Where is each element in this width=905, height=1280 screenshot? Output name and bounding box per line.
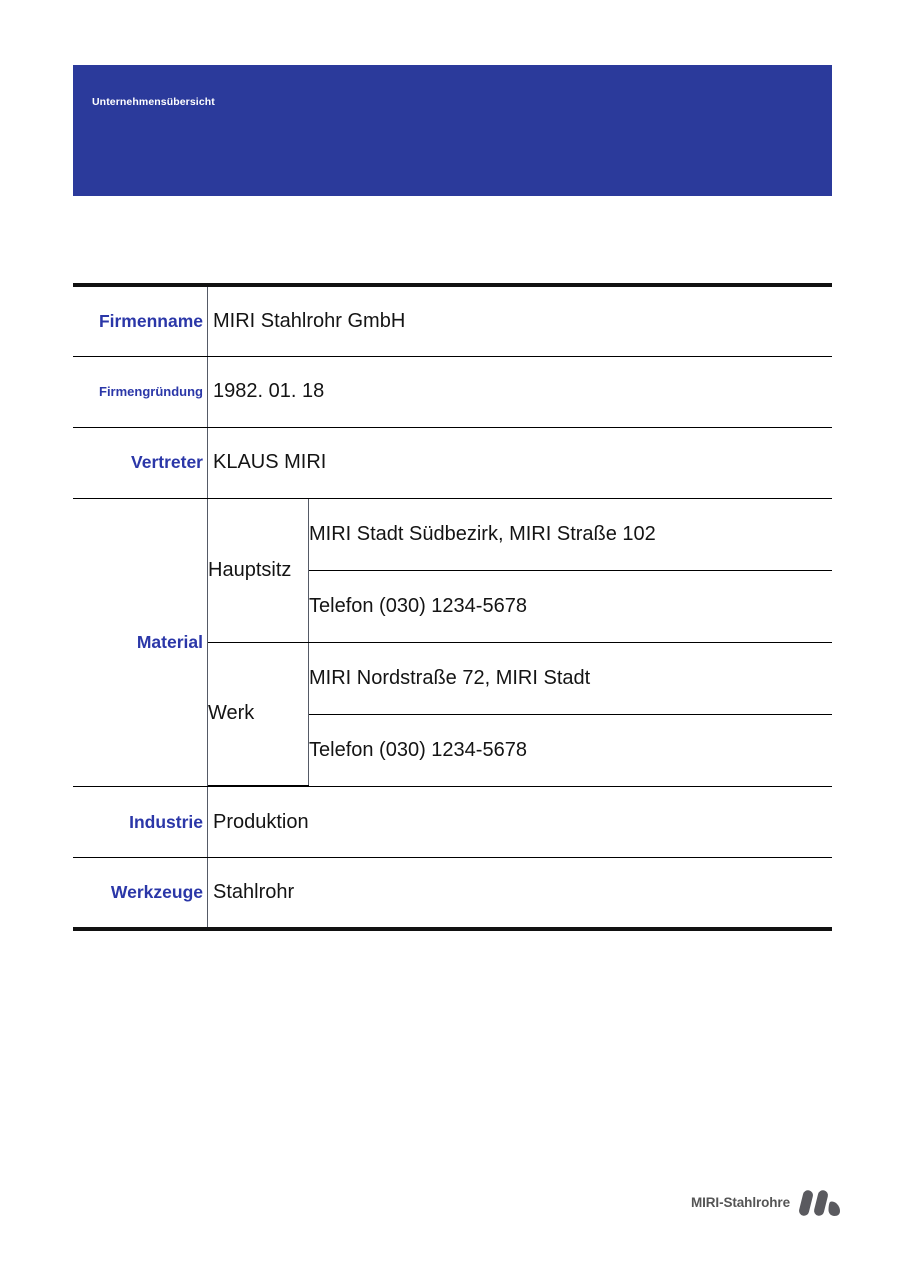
sub-row — [208, 499, 832, 571]
row-value-firmengruendung: 1982. 01. 18 — [208, 356, 833, 427]
table-row — [73, 285, 832, 356]
table-row-material — [73, 498, 832, 787]
table-row — [73, 427, 832, 498]
footer-brand — [691, 1186, 843, 1218]
miri-m-logo-icon — [799, 1186, 843, 1218]
row-label-industrie: Industrie — [73, 787, 208, 858]
table-row — [73, 787, 832, 858]
sub-label-hauptsitz: Hauptsitz — [208, 499, 309, 643]
table-row — [73, 356, 832, 427]
sub-value-hauptsitz-phone: Telefon (030) 1234-5678 — [309, 570, 833, 642]
sub-value-hauptsitz-address: MIRI Stadt Südbezirk, MIRI Straße 102 — [309, 499, 833, 571]
row-value-werkzeuge: Stahlrohr — [208, 858, 833, 929]
table-row — [73, 858, 832, 929]
row-label-vertreter: Vertreter — [73, 427, 208, 498]
row-value-vertreter: KLAUS MIRI — [208, 427, 833, 498]
sub-value-werk-address: MIRI Nordstraße 72, MIRI Stadt — [309, 642, 833, 714]
footer-brand-name: MIRI-Stahlrohre — [690, 1194, 790, 1210]
sub-value-werk-phone: Telefon (030) 1234-5678 — [309, 738, 527, 761]
row-label-material: Material — [73, 498, 208, 787]
sub-row — [208, 642, 832, 714]
header-banner — [73, 65, 832, 196]
page-title: Unternehmensübersicht — [92, 96, 215, 108]
material-detail-cell — [208, 498, 833, 787]
row-label-werkzeuge: Werkzeuge — [73, 858, 208, 929]
company-overview-table — [73, 283, 832, 931]
row-label-firmenname: Firmenname — [73, 285, 208, 356]
sub-label-werk: Werk — [208, 642, 309, 786]
row-value-firmenname: MIRI Stahlrohr GmbH — [208, 285, 833, 356]
row-label-firmengruendung: Firmengründung — [73, 356, 208, 427]
material-sub-table — [208, 499, 832, 787]
row-value-industrie: Produktion — [208, 787, 833, 858]
